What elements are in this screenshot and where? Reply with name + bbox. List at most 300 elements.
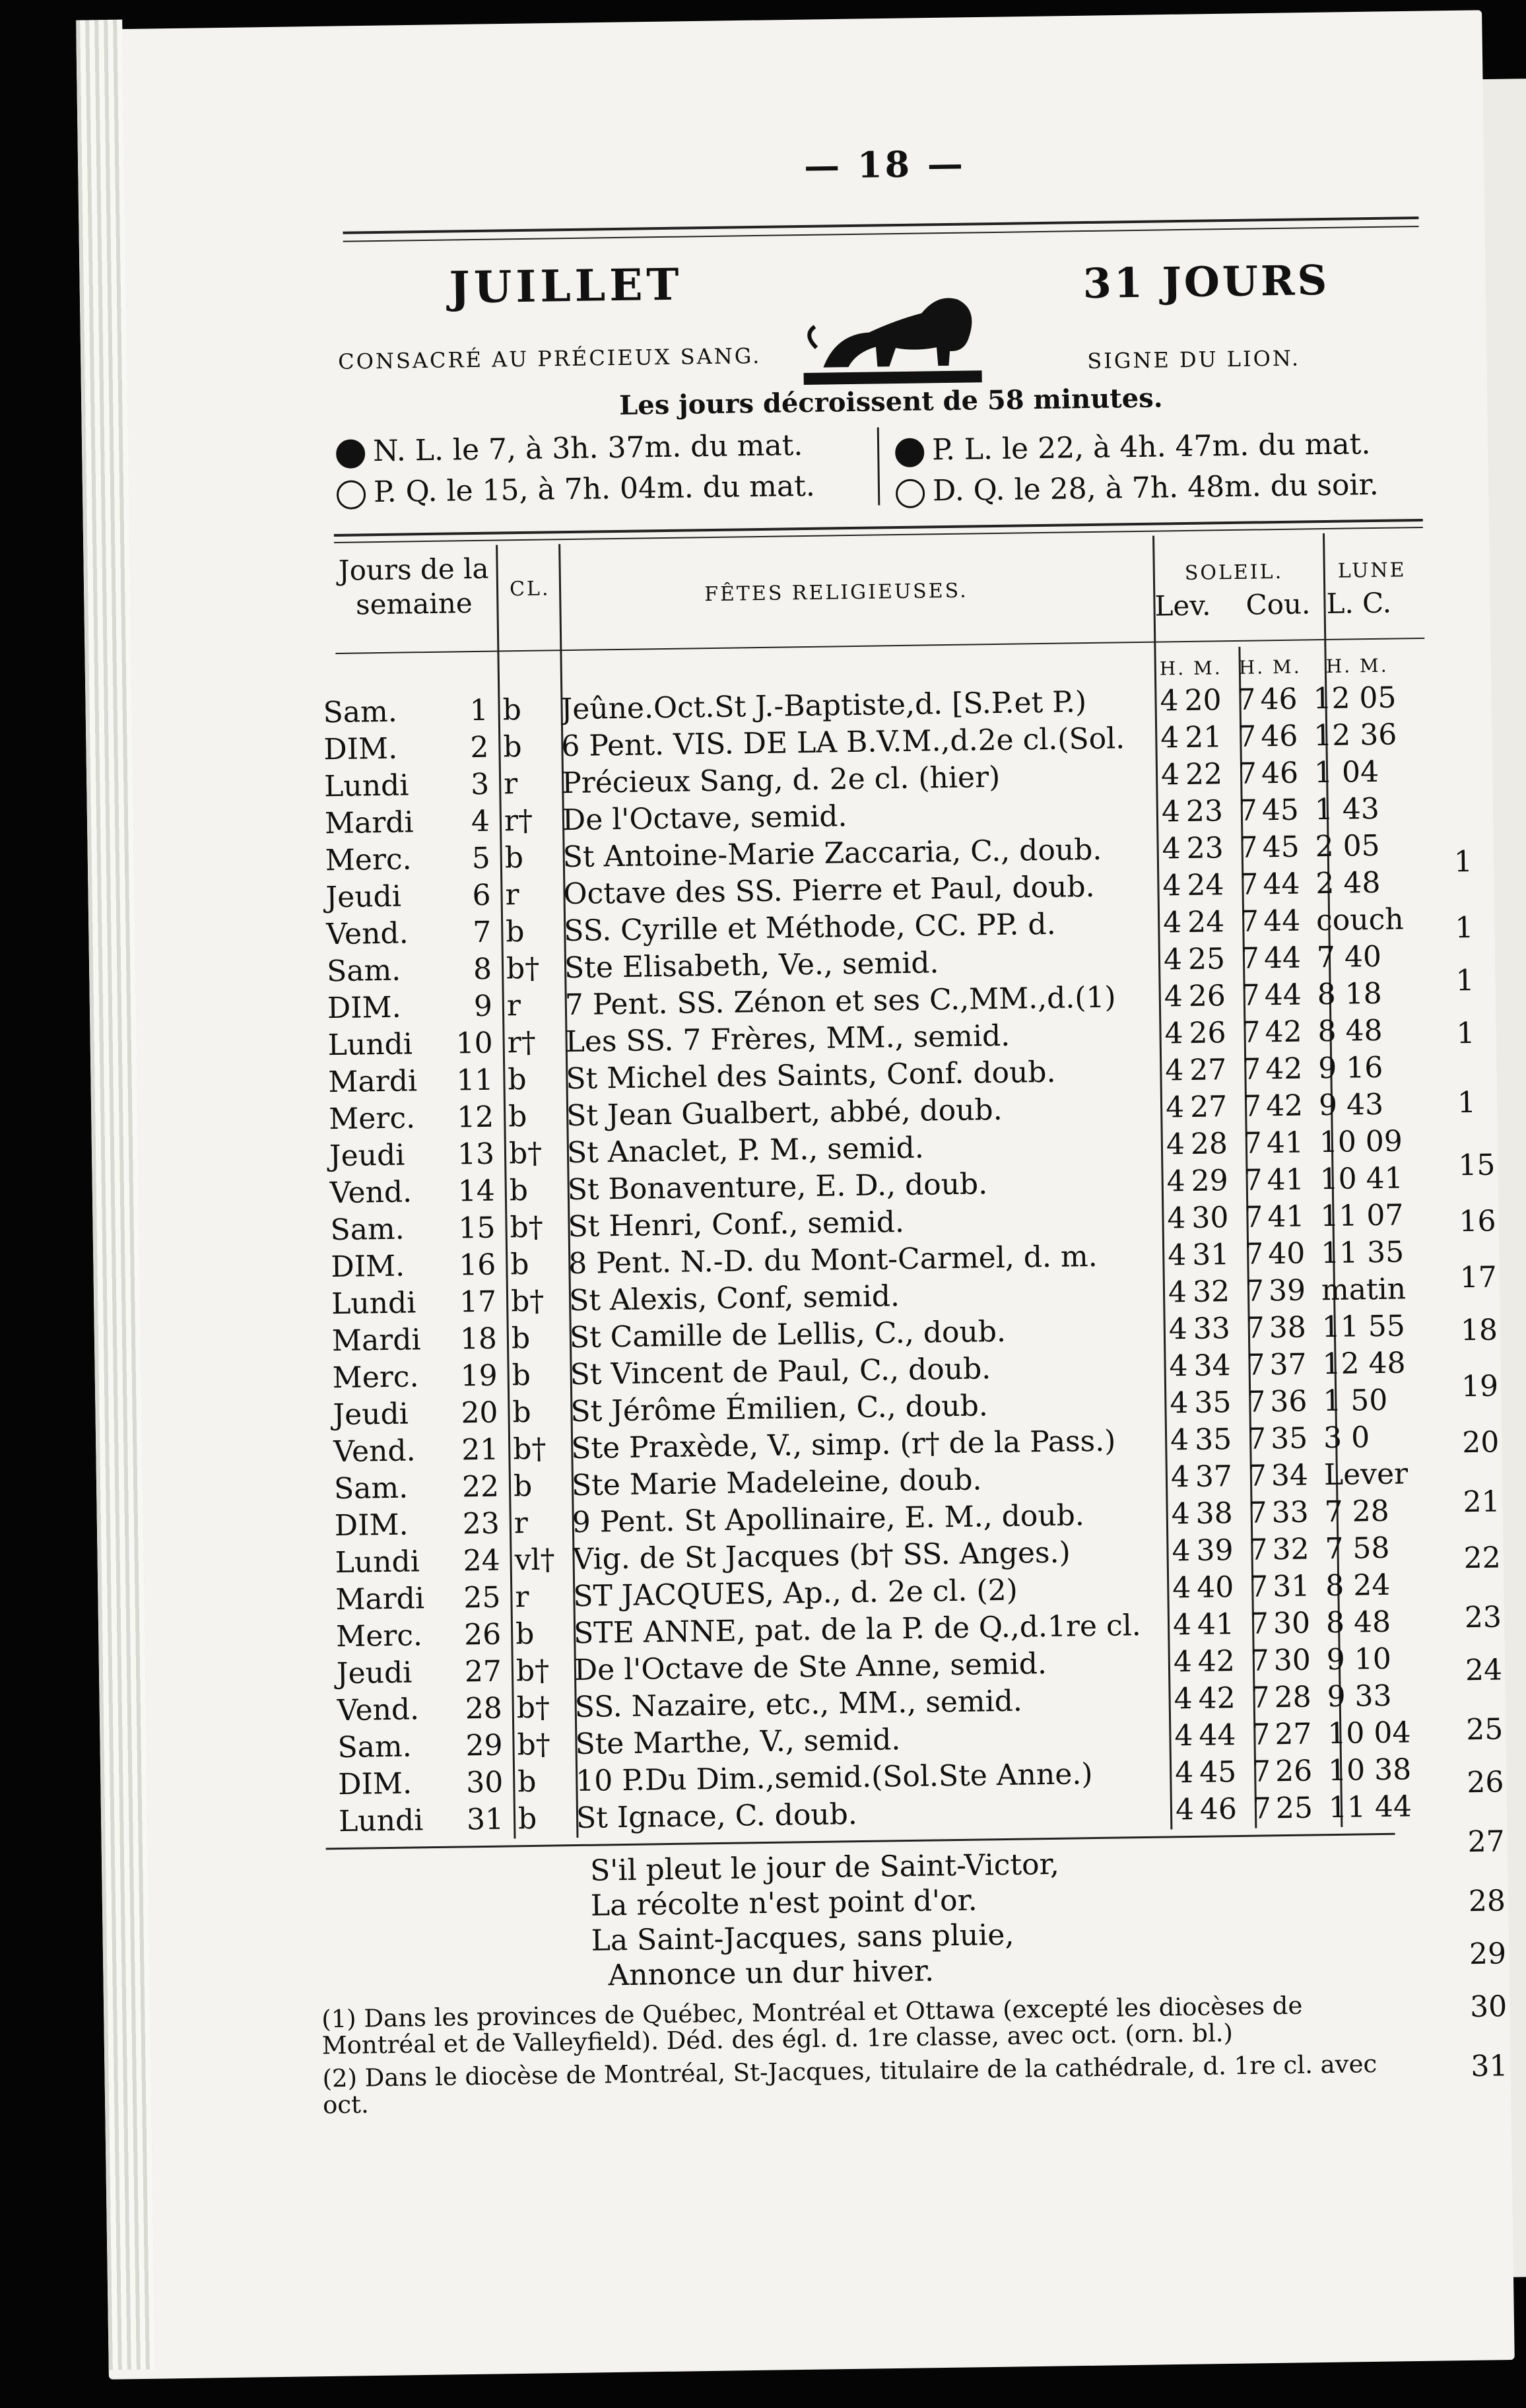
feast-cell: De l'Octave, semid.	[562, 799, 847, 838]
header-cou: Cou.	[1245, 587, 1311, 621]
sunset-minute-cell: 41	[1267, 1162, 1305, 1197]
sunset-hour-cell: 7	[1239, 830, 1259, 865]
sunrise-hour-cell: 4	[1166, 1164, 1186, 1199]
sunset-hour-cell: 7	[1249, 1607, 1269, 1641]
feast-cell: St Jean Gualbert, abbé, doub.	[566, 1092, 1003, 1133]
moon-cell: 10 41	[1319, 1161, 1403, 1197]
top-rule-thin	[343, 226, 1419, 242]
sunrise-minute-cell: 28	[1190, 1127, 1228, 1161]
feast-cell: St Alexis, Conf, semid.	[568, 1279, 900, 1318]
moon-cell: matin	[1321, 1272, 1407, 1308]
sunset-hour-cell: 7	[1247, 1422, 1267, 1456]
header-hm-lune: H. M.	[1325, 654, 1389, 678]
next-page-day-number: 29	[1469, 1937, 1507, 1972]
moon-cell: 8 24	[1325, 1568, 1391, 1603]
date-cell: 27	[464, 1654, 502, 1689]
sunset-minute-cell: 33	[1271, 1495, 1310, 1530]
date-cell: 2	[470, 730, 489, 765]
moon-cell: 8 48	[1317, 1013, 1383, 1049]
day-cell: Sam.	[337, 1729, 412, 1765]
proverb-line-3: La Saint-Jacques, sans pluie,	[591, 1918, 1014, 1958]
date-cell: 8	[473, 952, 492, 987]
feast-cell: 8 Pent. N.-D. du Mont-Carmel, d. m.	[568, 1239, 1098, 1281]
next-page-day-number: 1	[1455, 910, 1474, 945]
header-fetes: FÊTES RELIGIEUSES.	[704, 579, 968, 607]
moon-cell: 7 40	[1316, 939, 1382, 975]
moon-cell: 11 55	[1321, 1309, 1406, 1345]
header-hm-lev: H. M.	[1159, 657, 1222, 680]
sunset-minute-cell: 34	[1271, 1458, 1309, 1493]
sunset-minute-cell: 46	[1260, 682, 1298, 717]
next-page-day-number: 1	[1455, 963, 1475, 998]
moon-cell: 2 05	[1315, 828, 1380, 864]
feast-cell: Ste Marthe, V., semid.	[575, 1723, 901, 1762]
lion-icon	[795, 273, 988, 394]
next-page-day-number: 26	[1467, 1765, 1504, 1800]
sunset-minute-cell: 42	[1265, 1088, 1304, 1123]
sunrise-minute-cell: 41	[1197, 1607, 1235, 1642]
date-cell: 20	[461, 1395, 498, 1430]
sunset-minute-cell: 28	[1274, 1680, 1311, 1715]
color-cell: b	[502, 693, 522, 727]
sunrise-minute-cell: 26	[1189, 1016, 1226, 1050]
date-cell: 22	[461, 1469, 500, 1504]
date-cell: 15	[458, 1211, 496, 1246]
header-jours: Jours de la semaine	[338, 552, 489, 621]
sunset-minute-cell: 39	[1268, 1273, 1306, 1308]
footnote-2: (2) Dans le diocèse de Montréal, St-Jacques, titulaire de la cathédrale, d. 1re cl. avec oct.	[322, 2050, 1377, 2120]
date-cell: 29	[465, 1728, 503, 1763]
moon-cell: couch	[1315, 902, 1404, 938]
sunrise-hour-cell: 4	[1170, 1460, 1190, 1494]
sunrise-minute-cell: 26	[1188, 979, 1226, 1013]
sunrise-hour-cell: 4	[1160, 758, 1180, 792]
day-cell: Merc.	[335, 1619, 423, 1654]
sunset-hour-cell: 7	[1244, 1163, 1263, 1197]
day-cell: Lundi	[327, 1027, 413, 1063]
day-cell: Merc.	[325, 842, 412, 878]
color-cell: b	[509, 1173, 529, 1208]
sunset-minute-cell: 44	[1264, 978, 1302, 1013]
sunrise-minute-cell: 23	[1186, 831, 1224, 865]
sunrise-hour-cell: 4	[1165, 1090, 1185, 1125]
moon-cell: 7 58	[1325, 1531, 1390, 1566]
date-cell: 12	[456, 1100, 494, 1135]
header-lune: LUNE	[1337, 558, 1407, 583]
sunset-hour-cell: 7	[1247, 1385, 1266, 1419]
moon-phase-first-quarter: P. Q. le 15, à 7h. 04m. du mat.	[337, 469, 816, 510]
top-rule	[343, 217, 1418, 234]
color-cell: r	[514, 1506, 529, 1541]
header-soleil: SOLEIL.	[1184, 560, 1284, 585]
feast-cell: Ste Praxède, V., simp. (r† de la Pass.)	[570, 1424, 1116, 1466]
feast-cell: SS. Nazaire, etc., MM., semid.	[574, 1684, 1023, 1725]
moon-cell: 11 35	[1320, 1235, 1405, 1271]
moon-cell: 11 44	[1328, 1789, 1412, 1825]
date-cell: 25	[463, 1580, 501, 1615]
feast-cell: Ste Elisabeth, Ve., semid.	[564, 946, 939, 986]
sunrise-minute-cell: 27	[1189, 1090, 1228, 1124]
sunset-hour-cell: 7	[1240, 904, 1259, 939]
header-hm-cou: H. M.	[1238, 655, 1302, 679]
sunrise-hour-cell: 4	[1174, 1718, 1193, 1753]
feast-cell: Vig. de St Jacques (b† SS. Anges.)	[572, 1535, 1071, 1577]
sunrise-minute-cell: 38	[1195, 1496, 1234, 1531]
moon-cell: Lever	[1323, 1457, 1409, 1492]
color-cell: b†	[515, 1654, 550, 1689]
day-cell: Vend.	[325, 916, 409, 952]
sunrise-hour-cell: 4	[1175, 1792, 1195, 1827]
full-moon-icon	[895, 438, 925, 467]
color-cell: b	[505, 915, 525, 949]
sunrise-hour-cell: 4	[1162, 906, 1182, 940]
color-cell: r†	[507, 1025, 537, 1060]
moon-cell: 3 0	[1323, 1421, 1370, 1455]
day-cell: Mardi	[328, 1064, 418, 1100]
day-cell: Sam.	[333, 1471, 409, 1506]
sunrise-minute-cell: 25	[1187, 942, 1226, 976]
sunrise-hour-cell: 4	[1164, 1017, 1183, 1051]
color-cell: b	[517, 1801, 537, 1836]
sunset-hour-cell: 7	[1237, 683, 1256, 717]
next-page-day-number: 23	[1464, 1600, 1502, 1635]
sunset-minute-cell: 31	[1272, 1569, 1310, 1604]
sunset-hour-cell: 7	[1238, 756, 1257, 791]
table-top-rule-thin	[334, 527, 1423, 543]
feast-cell: St Camille de Lellis, C., doub.	[569, 1314, 1007, 1355]
sunset-hour-cell: 7	[1243, 1126, 1263, 1160]
sunrise-minute-cell: 35	[1194, 1386, 1232, 1420]
sunset-hour-cell: 7	[1244, 1200, 1263, 1234]
moon-cell: 10 09	[1319, 1124, 1403, 1160]
feast-cell: Ste Marie Madeleine, doub.	[571, 1463, 982, 1503]
next-page-day-number: 19	[1461, 1369, 1499, 1404]
sunrise-hour-cell: 4	[1174, 1681, 1193, 1716]
feast-cell: St Jérôme Émilien, C., doub.	[570, 1389, 989, 1429]
sunrise-minute-cell: 27	[1189, 1053, 1227, 1087]
color-cell: vl†	[514, 1543, 555, 1578]
sunset-hour-cell: 7	[1251, 1681, 1270, 1715]
moon-cell: 11 07	[1320, 1198, 1404, 1234]
moon-cell: 1 04	[1313, 754, 1379, 790]
sunset-hour-cell: 7	[1242, 1089, 1262, 1123]
moon-phase-full: P. L. le 22, à 4h. 47m. du mat.	[895, 427, 1371, 467]
feast-cell: 6 Pent. VIS. DE LA B.V.M.,d.2e cl.(Sol.	[561, 721, 1125, 764]
sunset-hour-cell: 7	[1247, 1459, 1267, 1493]
color-cell: r†	[504, 803, 533, 838]
sunrise-hour-cell: 4	[1172, 1571, 1191, 1605]
sunset-minute-cell: 44	[1263, 904, 1301, 939]
sunset-minute-cell: 38	[1269, 1310, 1307, 1345]
sunset-minute-cell: 42	[1265, 1015, 1302, 1050]
day-cell: Lundi	[331, 1286, 416, 1321]
date-cell: 26	[463, 1617, 502, 1652]
day-cell: DIM.	[323, 731, 398, 767]
next-page-day-number: 21	[1463, 1485, 1500, 1520]
day-cell: Jeudi	[336, 1656, 413, 1691]
feast-cell: St Bonaventure, E. D., doub.	[567, 1167, 988, 1207]
sunrise-minute-cell: 39	[1196, 1533, 1234, 1568]
color-cell: b	[510, 1247, 529, 1282]
date-cell: 18	[459, 1321, 498, 1356]
feast-cell: St Henri, Conf., semid.	[568, 1205, 905, 1244]
sunset-minute-cell: 36	[1270, 1384, 1308, 1419]
date-cell: 5	[471, 841, 491, 876]
date-cell: 28	[465, 1691, 503, 1726]
feast-cell: St Antoine-Marie Zaccaria, C., doub.	[562, 832, 1102, 875]
sunset-minute-cell: 27	[1275, 1717, 1312, 1752]
footnote-1: (1) Dans les provinces de Québec, Montréal et Ottawa (excepté les diocèses de Montréal et de Valleyfield). Déd. des égl. d. 1re classe, avec oct. (orn. bl.)	[321, 1991, 1303, 2060]
date-cell: 10	[455, 1026, 494, 1061]
proverb-line-2: La récolte n'est point d'or.	[590, 1883, 978, 1923]
sunrise-hour-cell: 4	[1161, 795, 1181, 829]
sunset-hour-cell: 7	[1245, 1274, 1265, 1308]
next-page-day-number: 27	[1467, 1824, 1506, 1859]
day-cell: Lundi	[335, 1545, 420, 1580]
day-cell: Merc.	[332, 1360, 419, 1395]
sunrise-hour-cell: 4	[1167, 1201, 1186, 1236]
sunrise-minute-cell: 45	[1199, 1755, 1237, 1789]
sunset-minute-cell: 44	[1263, 867, 1300, 902]
day-cell: Sam.	[323, 694, 398, 730]
sunrise-hour-cell: 4	[1160, 721, 1179, 755]
phase-divider	[877, 427, 880, 505]
sunset-minute-cell: 46	[1261, 756, 1299, 791]
moon-cell: 10 38	[1327, 1753, 1412, 1788]
month-title: JUILLET	[449, 258, 684, 314]
feast-cell: STE ANNE, pat. de la P. de Q.,d.1re cl.	[573, 1609, 1142, 1651]
sunrise-hour-cell: 4	[1168, 1275, 1187, 1310]
sunrise-minute-cell: 44	[1199, 1718, 1236, 1753]
color-cell: b†	[510, 1284, 545, 1319]
next-page-day-number: 28	[1468, 1884, 1506, 1919]
color-cell: b†	[508, 1136, 543, 1171]
sunrise-minute-cell: 34	[1193, 1349, 1231, 1383]
day-cell: Mardi	[335, 1582, 425, 1617]
sunrise-minute-cell: 42	[1197, 1644, 1236, 1679]
moon-cell: 8 18	[1317, 976, 1383, 1012]
sunset-hour-cell: 7	[1248, 1496, 1268, 1530]
feast-cell: 7 Pent. SS. Zénon et ses C.,MM.,d.(1)	[564, 980, 1116, 1022]
color-cell: b†	[512, 1432, 547, 1467]
feast-cell: St Vincent de Paul, C., doub.	[570, 1352, 991, 1392]
next-page-day-number: 16	[1459, 1204, 1496, 1239]
sunset-hour-cell: 7	[1245, 1311, 1265, 1345]
moon-cell: 10 04	[1327, 1716, 1411, 1751]
day-cell: Mardi	[331, 1323, 421, 1358]
sunset-hour-cell: 7	[1240, 941, 1260, 976]
color-cell: b	[508, 1099, 527, 1134]
sunset-minute-cell: 46	[1260, 719, 1298, 754]
moon-cell: 8 48	[1325, 1605, 1391, 1640]
date-cell: 24	[463, 1543, 500, 1578]
sunrise-minute-cell: 42	[1198, 1681, 1236, 1716]
sunset-minute-cell: 45	[1261, 793, 1300, 828]
moon-cell: 12 48	[1322, 1346, 1406, 1382]
consecration-text: CONSACRÉ AU PRÉCIEUX SANG.	[337, 343, 762, 374]
next-page-day-number: 18	[1460, 1313, 1498, 1348]
date-cell: 16	[459, 1248, 496, 1283]
sunrise-minute-cell: 40	[1196, 1570, 1234, 1605]
zodiac-sign-text: SIGNE DU LION.	[1087, 345, 1301, 374]
next-page-day-number: 25	[1465, 1712, 1504, 1747]
sunset-minute-cell: 44	[1263, 941, 1302, 976]
feast-cell: Les SS. 7 Frères, MM., semid.	[565, 1019, 1011, 1059]
date-cell: 7	[472, 915, 492, 950]
sunrise-minute-cell: 24	[1187, 868, 1224, 902]
date-cell: 3	[470, 767, 490, 802]
moon-cell: 12 05	[1313, 681, 1397, 716]
day-cell: DIM.	[337, 1766, 413, 1802]
sunrise-minute-cell: 21	[1184, 720, 1222, 755]
sunset-minute-cell: 30	[1273, 1606, 1311, 1641]
sunrise-hour-cell: 4	[1170, 1386, 1189, 1421]
sunrise-hour-cell: 4	[1162, 869, 1181, 903]
proverb-line-4: Annonce un dur hiver.	[608, 1954, 935, 1993]
sunset-minute-cell: 25	[1275, 1791, 1313, 1826]
day-cell: Sam.	[326, 953, 401, 989]
sunrise-hour-cell: 4	[1162, 832, 1181, 866]
day-cell: Vend.	[337, 1692, 420, 1728]
color-cell: r	[503, 767, 518, 801]
feast-cell: ST JACQUES, Ap., d. 2e cl. (2)	[573, 1573, 1018, 1614]
day-cell: DIM.	[334, 1508, 409, 1543]
date-cell: 23	[462, 1506, 500, 1541]
feast-cell: SS. Cyrille et Méthode, CC. PP. d.	[563, 907, 1056, 949]
moon-cell: 12 36	[1313, 718, 1397, 753]
day-cell: Merc.	[328, 1101, 416, 1137]
feast-cell: St Anaclet, P. M., semid.	[566, 1131, 925, 1170]
moon-cell: 9 10	[1326, 1642, 1392, 1677]
feast-cell: De l'Octave de Ste Anne, semid.	[574, 1647, 1047, 1688]
sunset-hour-cell: 7	[1244, 1237, 1264, 1271]
color-cell: r	[515, 1580, 529, 1615]
sunset-hour-cell: 7	[1250, 1644, 1270, 1678]
sunset-hour-cell: 7	[1240, 867, 1259, 902]
color-cell: b	[515, 1617, 535, 1652]
next-page-day-number: 1	[1456, 1016, 1475, 1051]
color-cell: b	[512, 1395, 532, 1430]
sunrise-hour-cell: 4	[1166, 1127, 1185, 1162]
feast-cell: Jeûne.Oct.St J.-Baptiste,d. [S.P.et P.)	[560, 685, 1087, 727]
date-cell: 19	[460, 1358, 498, 1393]
date-cell: 4	[471, 804, 490, 839]
sunrise-minute-cell: 33	[1193, 1312, 1231, 1346]
sunrise-hour-cell: 4	[1168, 1312, 1188, 1347]
color-cell: b	[504, 841, 524, 875]
sunset-minute-cell: 45	[1262, 830, 1300, 865]
sunrise-hour-cell: 4	[1171, 1497, 1191, 1531]
header-lc: L. C.	[1326, 586, 1392, 620]
days-decrease-text: Les jours décroissent de 58 minutes.	[618, 382, 1163, 421]
last-quarter-icon	[896, 479, 925, 508]
moon-cell: 1 50	[1323, 1383, 1388, 1419]
moon-cell: 7 28	[1324, 1494, 1390, 1529]
day-cell: Sam.	[330, 1212, 405, 1248]
days-count: 31 JOURS	[1082, 255, 1330, 308]
proverb-line-1: S'il pleut le jour de Saint-Victor,	[589, 1847, 1060, 1888]
color-cell: b†	[517, 1727, 551, 1762]
sunrise-hour-cell: 4	[1169, 1349, 1188, 1384]
moon-cell: 9 33	[1327, 1679, 1392, 1714]
next-page-day-number: 22	[1463, 1541, 1502, 1576]
sunset-minute-cell: 35	[1270, 1421, 1308, 1456]
day-cell: DIM.	[327, 990, 401, 1026]
sunset-hour-cell: 7	[1242, 1052, 1261, 1087]
date-cell: 21	[461, 1432, 499, 1467]
sunset-hour-cell: 7	[1252, 1791, 1272, 1826]
next-page-day-number: 1	[1453, 844, 1473, 879]
next-page-day-number: 24	[1465, 1653, 1503, 1688]
day-cell: Vend.	[333, 1434, 416, 1469]
date-cell: 13	[457, 1137, 495, 1172]
date-cell: 1	[469, 693, 488, 728]
color-cell: r	[505, 878, 519, 912]
moon-cell: 2 48	[1315, 865, 1381, 901]
first-quarter-icon	[337, 480, 366, 510]
next-page-day-number: 1	[1457, 1085, 1476, 1120]
color-cell: b	[511, 1321, 531, 1356]
next-page-day-number: 17	[1459, 1260, 1498, 1295]
sunrise-hour-cell: 4	[1164, 980, 1183, 1014]
sunset-hour-cell: 7	[1249, 1570, 1269, 1604]
sunrise-minute-cell: 29	[1191, 1164, 1229, 1198]
sunrise-minute-cell: 32	[1192, 1275, 1230, 1309]
sunset-minute-cell: 26	[1275, 1754, 1313, 1789]
next-page-day-number: 15	[1458, 1148, 1496, 1183]
sunset-minute-cell: 41	[1267, 1199, 1305, 1234]
page-number: — 18 —	[803, 142, 966, 187]
sunrise-hour-cell: 4	[1173, 1644, 1193, 1679]
sunset-hour-cell: 7	[1249, 1533, 1268, 1567]
day-cell: Lundi	[323, 768, 409, 804]
sunset-minute-cell: 41	[1266, 1125, 1304, 1160]
day-cell: DIM.	[331, 1249, 405, 1285]
sunrise-hour-cell: 4	[1170, 1423, 1189, 1457]
sunrise-minute-cell: 23	[1185, 794, 1224, 828]
moon-cell: 9 16	[1317, 1050, 1383, 1086]
sunrise-minute-cell: 20	[1184, 683, 1222, 718]
sunset-minute-cell: 40	[1267, 1236, 1306, 1271]
feast-cell: St Michel des Saints, Conf. doub.	[566, 1055, 1056, 1096]
sunrise-hour-cell: 4	[1167, 1238, 1187, 1273]
sunset-hour-cell: 7	[1242, 1015, 1261, 1050]
sunrise-minute-cell: 31	[1191, 1238, 1230, 1272]
sunrise-minute-cell: 24	[1187, 905, 1225, 939]
day-cell: Jeudi	[325, 879, 402, 915]
moon-phase-new: N. L. le 7, à 3h. 37m. du mat.	[336, 428, 803, 469]
day-cell: Jeudi	[333, 1397, 409, 1432]
color-cell: b	[508, 1062, 527, 1097]
sunrise-hour-cell: 4	[1172, 1608, 1192, 1642]
header-cl: CL.	[509, 577, 550, 601]
day-cell: Lundi	[338, 1803, 424, 1839]
sunset-hour-cell: 7	[1246, 1348, 1265, 1382]
new-moon-icon	[336, 439, 366, 469]
color-cell: b	[503, 730, 522, 764]
sunrise-hour-cell: 4	[1174, 1755, 1194, 1790]
day-cell: Jeudi	[329, 1138, 405, 1174]
feast-cell: 9 Pent. St Apollinaire, E. M., doub.	[572, 1498, 1085, 1540]
sunrise-hour-cell: 4	[1160, 684, 1179, 718]
date-cell: 14	[457, 1174, 496, 1209]
moon-phase-last-quarter: D. Q. le 28, à 7h. 48m. du soir.	[896, 468, 1379, 508]
color-cell: b	[517, 1764, 537, 1799]
date-cell: 9	[473, 989, 493, 1024]
sunset-hour-cell: 7	[1238, 793, 1258, 828]
next-page-day-number: 31	[1471, 2049, 1508, 2084]
color-cell: r	[506, 989, 521, 1023]
